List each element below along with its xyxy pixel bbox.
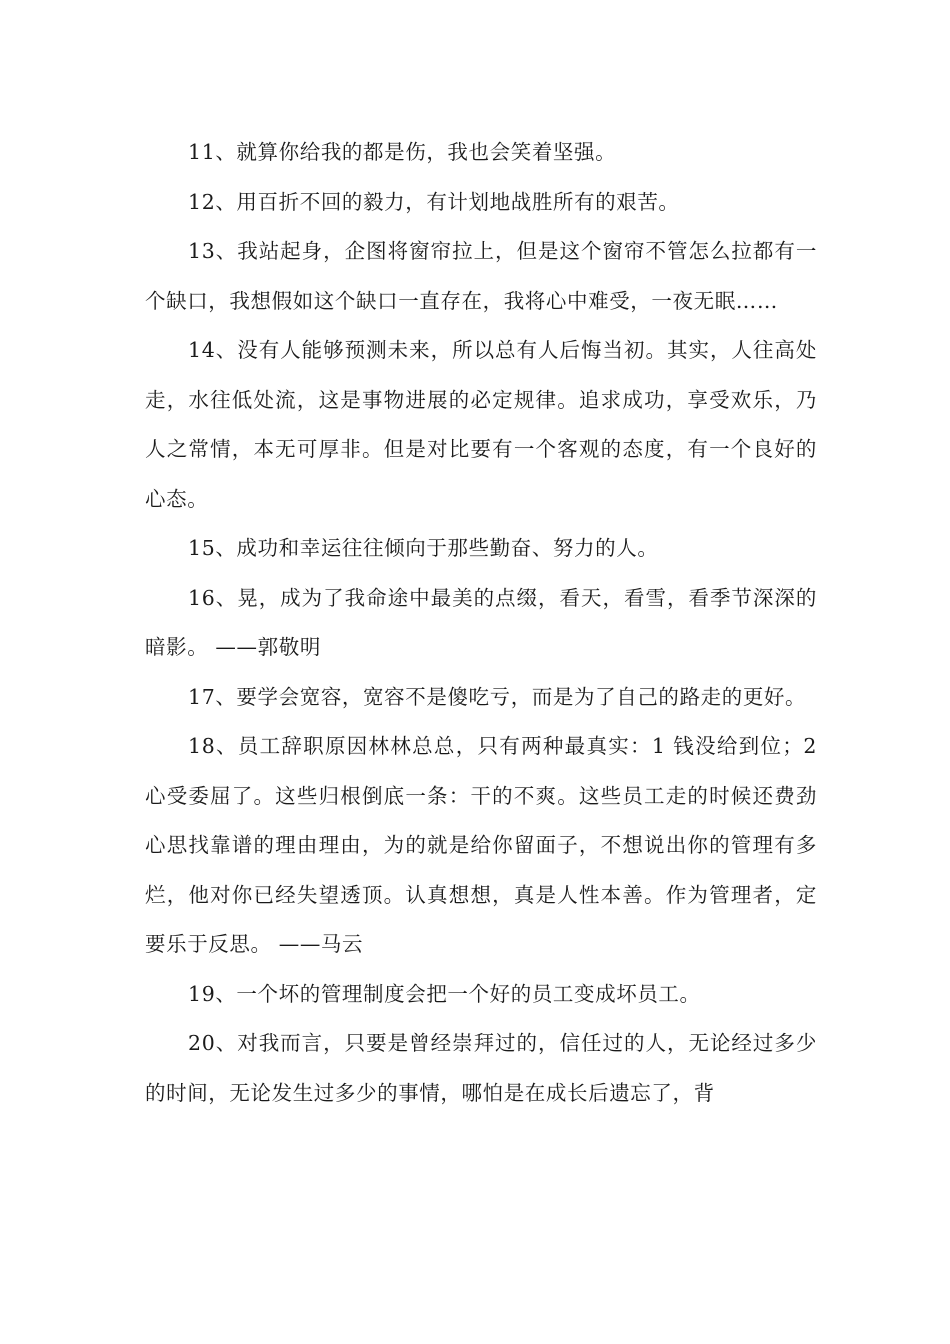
document-body (145, 128, 817, 1118)
paragraph-18: 18、员工辞职原因林林总总，只有两种最真实：1 钱没给到位；2 心受委屈了。这些归根倒底一条：干的不爽。这些员工走的时候还费劲心思找靠谱的理由理由，为的就是给你留面子，不想说出你的管理有多烂，他对你已经失望透顶。认真想想，真是人性本善。作为管理者，定要乐于反思。 ——马云 (145, 734, 817, 956)
paragraph-14: 14、没有人能够预测未来，所以总有人后悔当初。其实，人往高处走，水往低处流，这是事物进展的必定规律。追求成功，享受欢乐，乃人之常情，本无可厚非。但是对比要有一个客观的态度，有一个良好的心态。 (145, 338, 817, 511)
paragraph-16: 16、晃，成为了我命途中最美的点缀，看天，看雪，看季节深深的暗影。 ——郭敬明 (145, 585, 817, 659)
paragraph-20: 20、对我而言，只要是曾经崇拜过的，信任过的人，无论经过多少的时间，无论发生过多少的事情，哪怕是在成长后遗忘了，背 (145, 1031, 817, 1105)
paragraph-11: 11、就算你给我的都是伤，我也会笑着坚强。 (188, 140, 617, 164)
paragraph-13: 13、我站起身，企图将窗帘拉上，但是这个窗帘不管怎么拉都有一个缺口，我想假如这个缺口一直存在，我将心中难受，一夜无眠…… (145, 239, 817, 313)
paragraph-19: 19、一个坏的管理制度会把一个好的员工变成坏员工。 (188, 981, 701, 1006)
paragraph-12: 12、用百折不回的毅力，有计划地战胜所有的艰苦。 (188, 189, 680, 214)
paragraph-15: 15、成功和幸运往往倾向于那些勤奋、努力的人。 (188, 536, 659, 560)
paragraph-17: 17、要学会宽容，宽容不是傻吃亏，而是为了自己的路走的更好。 (188, 684, 807, 709)
